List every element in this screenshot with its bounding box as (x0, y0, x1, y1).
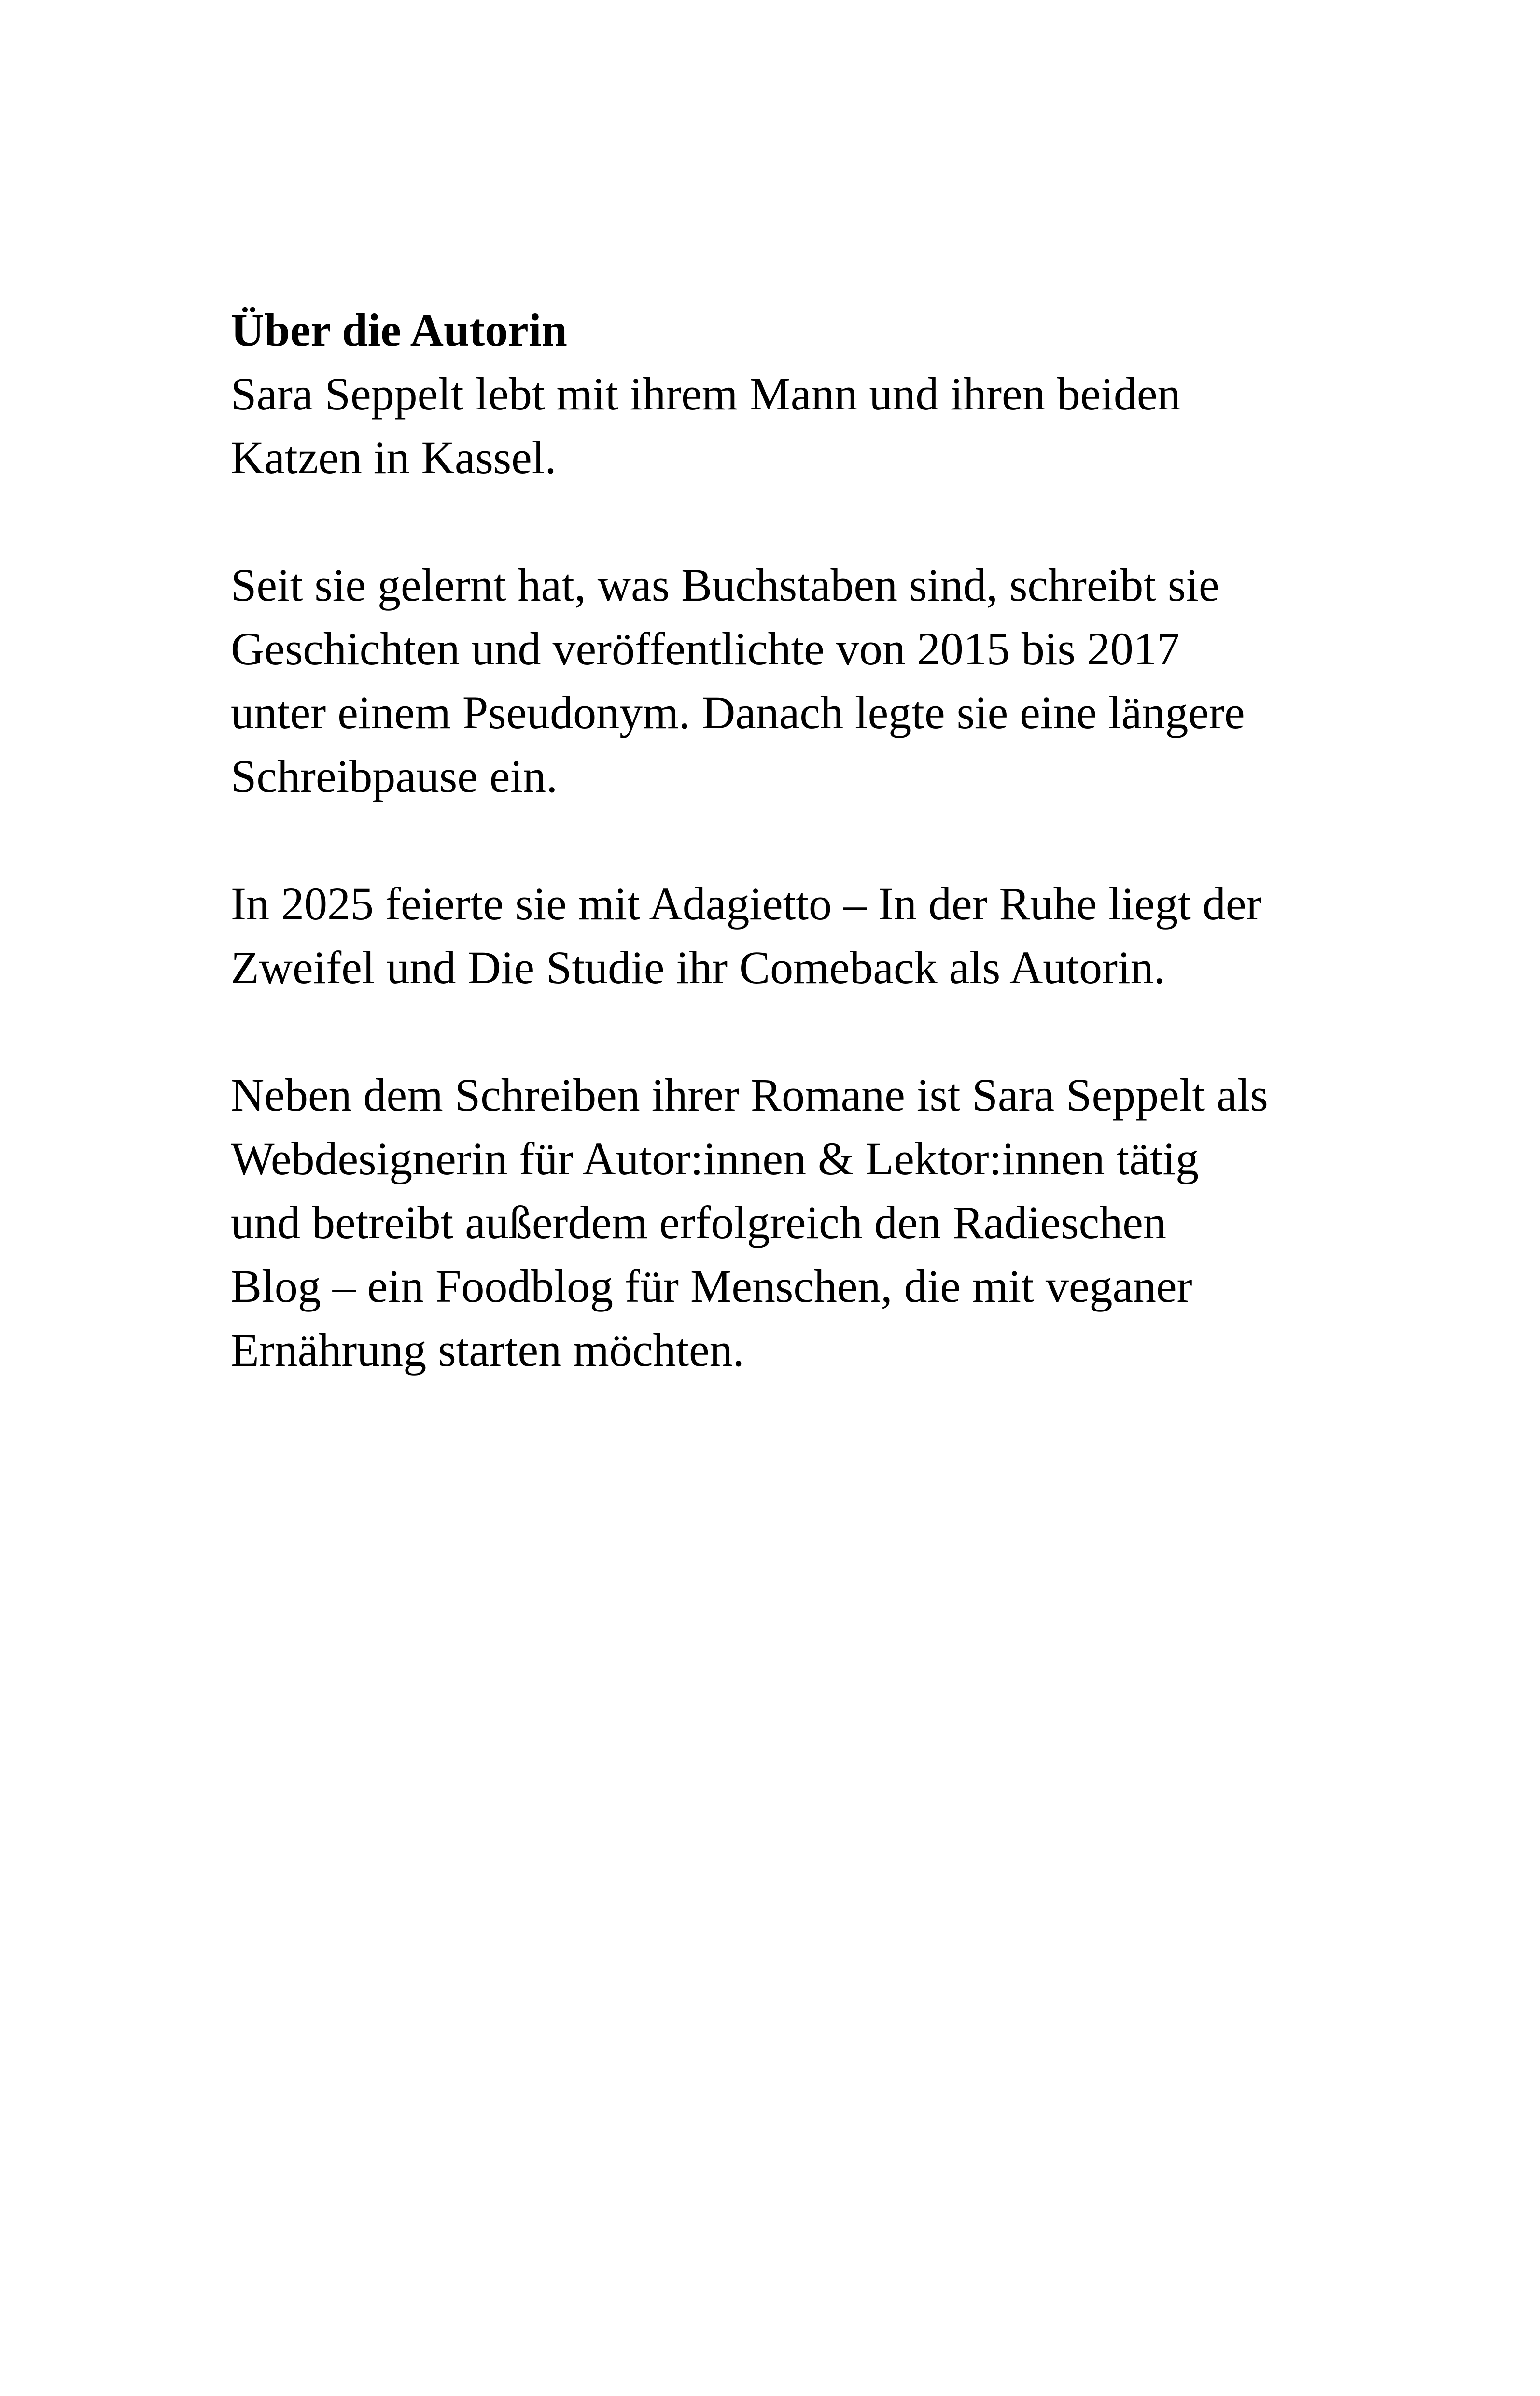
text-line: unter einem Pseudonym. Danach legte sie eine längere (231, 687, 1245, 738)
bio-paragraph-comeback (231, 872, 1351, 1000)
text-line: Sara Seppelt lebt mit ihrem Mann und ihren beiden (231, 368, 1181, 420)
section-heading: Über die Autorin (231, 304, 567, 356)
text-line: In 2025 feierte sie mit Adagietto – In der Ruhe liegt der (231, 878, 1262, 930)
bio-paragraph-writing-history (231, 553, 1351, 808)
bio-paragraph-home (231, 362, 1351, 490)
bio-paragraph-work (231, 1063, 1351, 1382)
text-line: Webdesignerin für Autor:innen & Lektor:innen tätig (231, 1133, 1199, 1184)
author-bio-section (231, 298, 1351, 1446)
text-line: Schreibpause ein. (231, 750, 558, 802)
text-line: Seit sie gelernt hat, was Buchstaben sind, schreibt sie (231, 559, 1219, 611)
text-line: Zweifel und Die Studie ihr Comeback als Autorin. (231, 942, 1165, 993)
text-line: und betreibt außerdem erfolgreich den Radieschen (231, 1197, 1166, 1248)
text-line: Neben dem Schreiben ihrer Romane ist Sara Seppelt als (231, 1069, 1268, 1121)
text-line: Ernährung starten möchten. (231, 1324, 744, 1376)
text-line: Geschichten und veröffentlichte von 2015 bis 2017 (231, 623, 1180, 675)
text-line: Katzen in Kassel. (231, 432, 557, 483)
text-line: Blog – ein Foodblog für Menschen, die mit veganer (231, 1260, 1192, 1312)
